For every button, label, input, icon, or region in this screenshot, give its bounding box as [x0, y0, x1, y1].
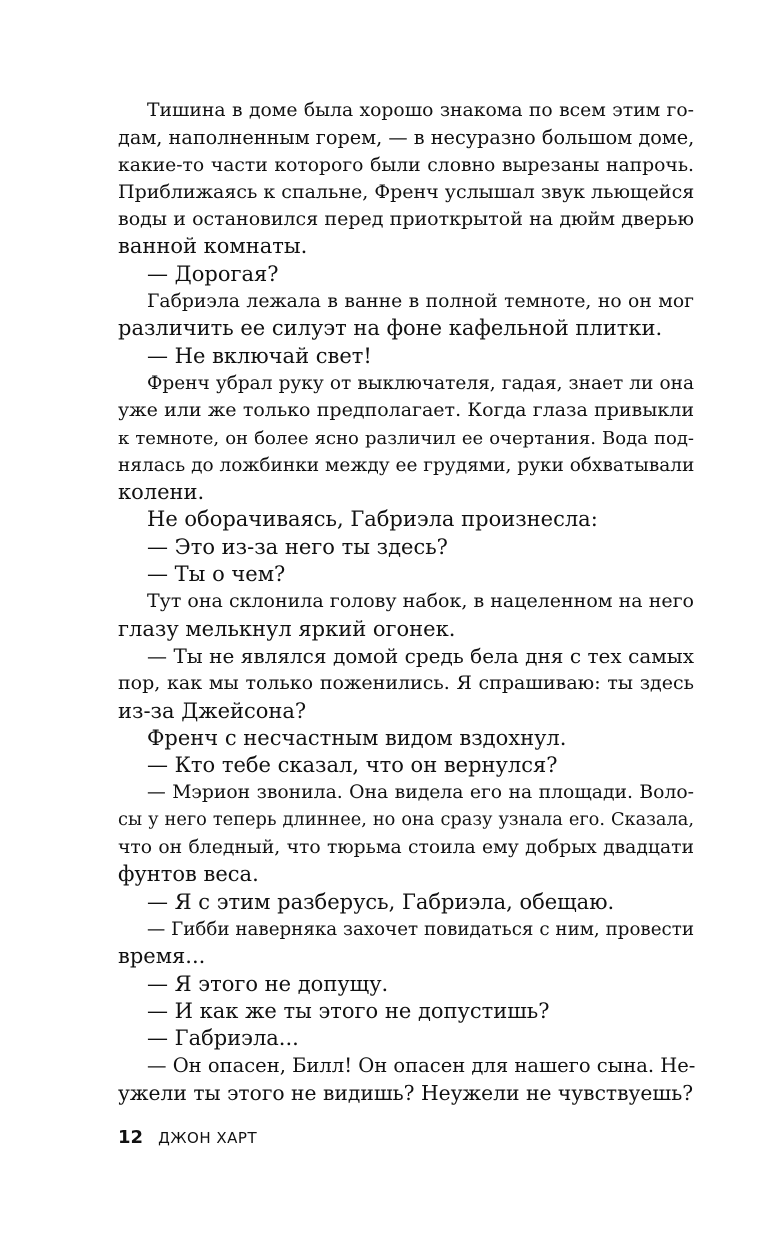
text-line: Приближаясь к спальне, Френч услышал звук льющейся: [118, 180, 695, 203]
text-line: Френч убрал руку от выключателя, гадая, знает ли она: [147, 372, 694, 394]
text-line: Габриэла лежала в ванне в полной темноте, но он мог: [147, 291, 694, 313]
text-line: — Габриэла...: [147, 1026, 299, 1051]
text-line: — Ты не являлся домой средь бела дня с тех самых: [147, 643, 694, 668]
text-line: — Дорогая?: [147, 261, 279, 286]
text-line: фунтов веса.: [118, 862, 259, 887]
text-line: уже или же только предполагает. Когда глаза привыкли: [118, 399, 694, 422]
text-line: ужели ты этого не видишь? Неужели не чувствуешь?: [118, 1080, 694, 1105]
text-line: — Он опасен, Билл! Он опасен для нашего сына. Не-: [147, 1054, 696, 1078]
text-line: что он бледный, что тюрьма стоила ему добрых двадцати: [118, 837, 694, 859]
text-line: — Это из-за него ты здесь?: [147, 534, 448, 559]
text-line: дам, наполненным горем, — в несуразно большом доме,: [118, 126, 695, 150]
text-line: сы у него теперь длиннее, но она сразу узнала его. Сказала,: [118, 809, 694, 830]
text-line: — Не включай свет!: [147, 343, 372, 368]
page-number: 12: [118, 1127, 144, 1148]
text-line: — Гибби наверняка захочет повидаться с ним, провести: [147, 918, 694, 940]
text-line: ванной комнаты.: [118, 234, 308, 259]
body-text: [118, 97, 694, 1107]
text-line: — Я с этим разберусь, Габриэла, обещаю.: [147, 889, 615, 914]
text-line: — Мэрион звонила. Она видела его на площади. Воло-: [147, 782, 694, 804]
text-line: различить ее силуэт на фоне кафельной плитки.: [118, 316, 663, 341]
text-line: — И как же ты этого не допустишь?: [147, 998, 550, 1023]
text-line: пор, как мы только поженились. Я спрашиваю: ты здесь: [118, 672, 694, 695]
text-line: Тишина в доме была хорошо знакома по всем этим го-: [147, 100, 694, 121]
text-line: время...: [118, 944, 206, 969]
text-line: нялась до ложбинки между ее грудями, руки обхватывали: [118, 454, 695, 476]
text-line: к темноте, он более ясно различил ее очертания. Вода под-: [118, 427, 694, 449]
text-line: Френч с несчастным видом вздохнул.: [147, 725, 567, 750]
text-line: Тут она склонила голову набок, в нацеленном на него: [147, 590, 694, 613]
text-line: колени.: [118, 480, 205, 505]
text-line: — Ты о чем?: [147, 562, 286, 587]
text-line: воды и остановился перед приоткрытой на дюйм дверью: [118, 208, 694, 231]
text-line: — Кто тебе сказал, что он вернулся?: [147, 753, 558, 778]
author-name: ДЖОН ХАРТ: [158, 1129, 258, 1147]
text-line: глазу мелькнул яркий огонек.: [118, 616, 456, 641]
text-line: из-за Джейсона?: [118, 698, 307, 723]
text-line: какие-то части которого были словно вырезаны напрочь.: [118, 154, 694, 176]
text-line: — Я этого не допущу.: [147, 971, 389, 996]
running-footer: [118, 1126, 257, 1150]
text-line: Не оборачиваясь, Габриэла произнесла:: [147, 507, 598, 532]
